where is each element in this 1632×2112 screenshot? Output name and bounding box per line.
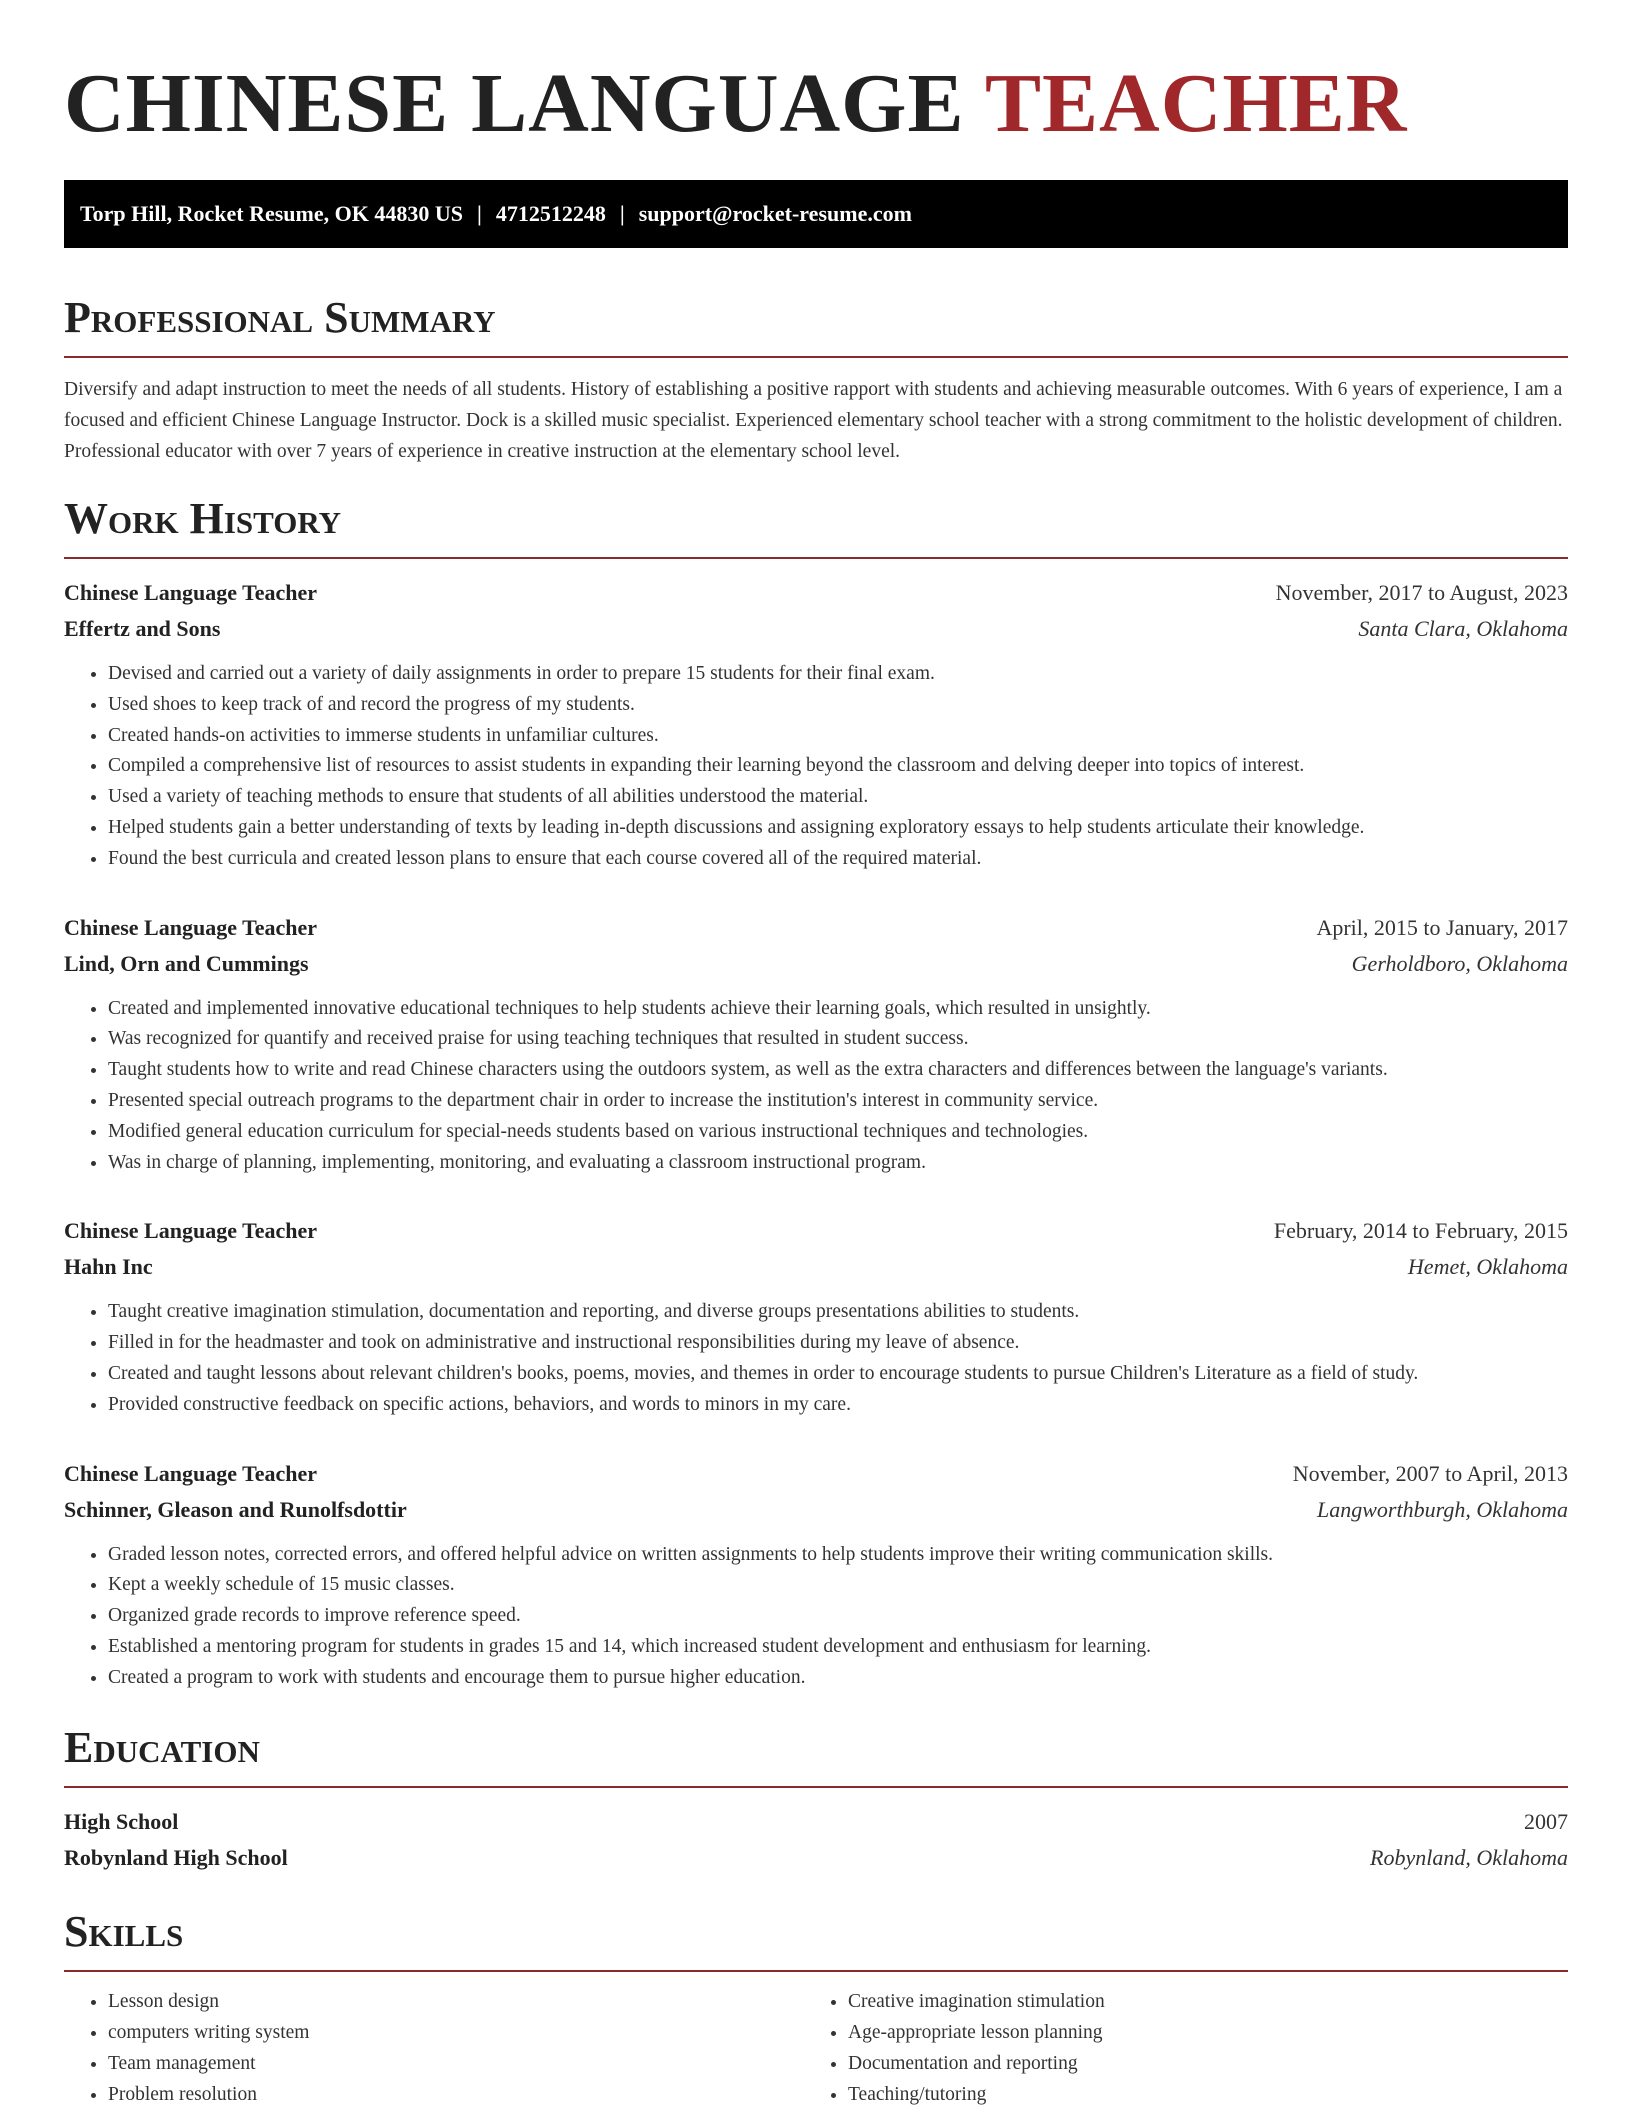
job-bullet: • Created hands-on activities to immerse students in unfamiliar cultures. [108,721,1568,752]
skill-item: • Lesson design [108,1986,804,2017]
job-bullet: • Kept a weekly schedule of 15 music classes. [108,1570,1568,1601]
job-bullet: • Helped students gain a better understanding of texts by leading in-depth discussions and assigning exploratory essays to help students articulate their knowledge. [108,813,1568,844]
job-entry [64,1213,1568,1420]
job-bullets [64,994,1568,1179]
job-bullet: • Established a mentoring program for students in grades 15 and 14, which increased student development and enthusiasm for learning. [108,1632,1568,1663]
skills-column-right [804,1986,1544,2110]
job-bullet: • Taught students how to write and read Chinese characters using the outdoors system, as well as the extra characters and differences between the language's variants. [108,1055,1568,1086]
summary-heading: Professional Summary [64,293,496,342]
job-location: Santa Clara, Oklahoma [1358,616,1568,641]
contact-bar [64,180,1568,248]
job-bullet: • Presented special outreach programs to the department chair in order to increase the institution's interest in community service. [108,1086,1568,1117]
section-divider [64,356,1568,358]
job-bullets [64,1297,1568,1420]
contact-separator: | [476,201,482,226]
job-bullet: • Filled in for the headmaster and took on administrative and instructional responsibilities during my leave of absence. [108,1328,1568,1359]
education-school: Robynland High School [64,1844,288,1870]
job-bullet: • Created and implemented innovative educational techniques to help students achieve their learning goals, which resulted in unsightly. [108,994,1568,1025]
job-entry [64,1456,1568,1694]
job-title: Chinese Language Teacher [64,914,318,940]
job-bullet: • Modified general education curriculum for special-needs students based on various instructional techniques and technologies. [108,1117,1568,1148]
job-location: Gerholdboro, Oklahoma [1351,950,1568,976]
education-heading: Education [64,1722,260,1772]
section-divider [64,1786,1568,1788]
job-company: Schinner, Gleason and Runolfsdottir [64,1496,407,1522]
job-bullet: • Organized grade records to improve reference speed. [108,1601,1568,1632]
skill-item: • Creative imagination stimulation [848,1986,1544,2017]
job-bullet: • Used shoes to keep track of and record the progress of my students. [108,690,1568,721]
job-company: Effertz and Sons [64,616,221,641]
job-title: Chinese Language Teacher [64,580,318,605]
skill-item: • Documentation and reporting [848,2048,1544,2079]
job-entry [64,910,1568,1179]
job-bullets [64,659,1568,875]
job-bullet: • Taught creative imagination stimulation, documentation and reporting, and diverse groups presentations abilities to students. [108,1297,1568,1328]
education-degree: High School [64,1808,179,1834]
skill-item: • Age-appropriate lesson planning [848,2017,1544,2048]
job-dates: April, 2015 to January, 2017 [1316,914,1568,940]
skill-item: • Problem resolution [108,2079,804,2110]
job-bullet: • Devised and carried out a variety of daily assignments in order to prepare 15 students for their final exam. [108,659,1568,690]
skill-item: • Team management [108,2048,804,2079]
name-accent: TEACHER [985,57,1408,150]
job-bullet: • Compiled a comprehensive list of resources to assist students in expanding their learning beyond the classroom and delving deeper into topics of interest. [108,751,1568,782]
job-title: Chinese Language Teacher [64,1460,318,1486]
job-bullet: • Provided constructive feedback on specific actions, behaviors, and words to minors in my care. [108,1390,1568,1421]
job-bullet: • Found the best curricula and created lesson plans to ensure that each course covered all of the required material. [108,844,1568,875]
job-dates: November, 2017 to August, 2023 [1275,580,1568,605]
work-history-heading: Work History [64,494,342,543]
job-bullet: • Used a variety of teaching methods to ensure that students of all abilities understood the material. [108,782,1568,813]
education-entry [64,1804,1568,1876]
skills-list [64,1986,1568,2110]
section-divider [64,1970,1568,1972]
job-company: Hahn Inc [64,1254,153,1280]
contact-address: Torp Hill, Rocket Resume, OK 44830 US [80,201,463,226]
job-dates: November, 2007 to April, 2013 [1292,1460,1568,1486]
section-divider [64,557,1568,559]
name-main: CHINESE LANGUAGE [64,57,965,150]
skills-column-left [64,1986,804,2110]
job-bullet: • Graded lesson notes, corrected errors, and offered helpful advice on written assignments to help students improve their writing communication skills. [108,1540,1568,1571]
contact-email: support@rocket-resume.com [638,201,912,226]
contact-separator: | [619,201,625,226]
job-bullet: • Created a program to work with students and encourage them to pursue higher education. [108,1663,1568,1694]
job-bullet: • Created and taught lessons about relevant children's books, poems, movies, and themes in order to encourage students to pursue Children's Literature as a field of study. [108,1359,1568,1390]
job-location: Langworthburgh, Oklahoma [1317,1496,1568,1522]
job-bullets [64,1540,1568,1694]
job-dates: February, 2014 to February, 2015 [1273,1218,1568,1244]
skill-item: • computers writing system [108,2017,804,2048]
contact-phone: 4712512248 [495,201,606,226]
job-location: Hemet, Oklahoma [1407,1254,1568,1280]
job-bullet: • Was recognized for quantify and received praise for using teaching techniques that resulted in student success. [108,1024,1568,1055]
job-bullet: • Was in charge of planning, implementing, monitoring, and evaluating a classroom instructional program. [108,1148,1568,1179]
skill-item: • Teaching/tutoring [848,2079,1544,2110]
skills-heading: Skills [64,1906,184,1956]
education-year: 2007 [1524,1808,1568,1834]
education-location: Robynland, Oklahoma [1370,1844,1568,1870]
job-title: Chinese Language Teacher [64,1218,318,1244]
resume-name [64,56,1568,152]
job-entry [64,575,1568,875]
summary-text: Diversify and adapt instruction to meet the needs of all students. History of establishing a positive rapport with students and achieving measurable outcomes. With 6 years of experience, I am a focused and efficient Chinese Language Instructor. Dock is a skilled music specialist. Experienced elementary school teacher with a strong commitment to the holistic development of children. Professional educator with over 7 years of experience in creative instruction at the elementary school level. [64,379,1563,462]
job-company: Lind, Orn and Cummings [64,950,309,976]
